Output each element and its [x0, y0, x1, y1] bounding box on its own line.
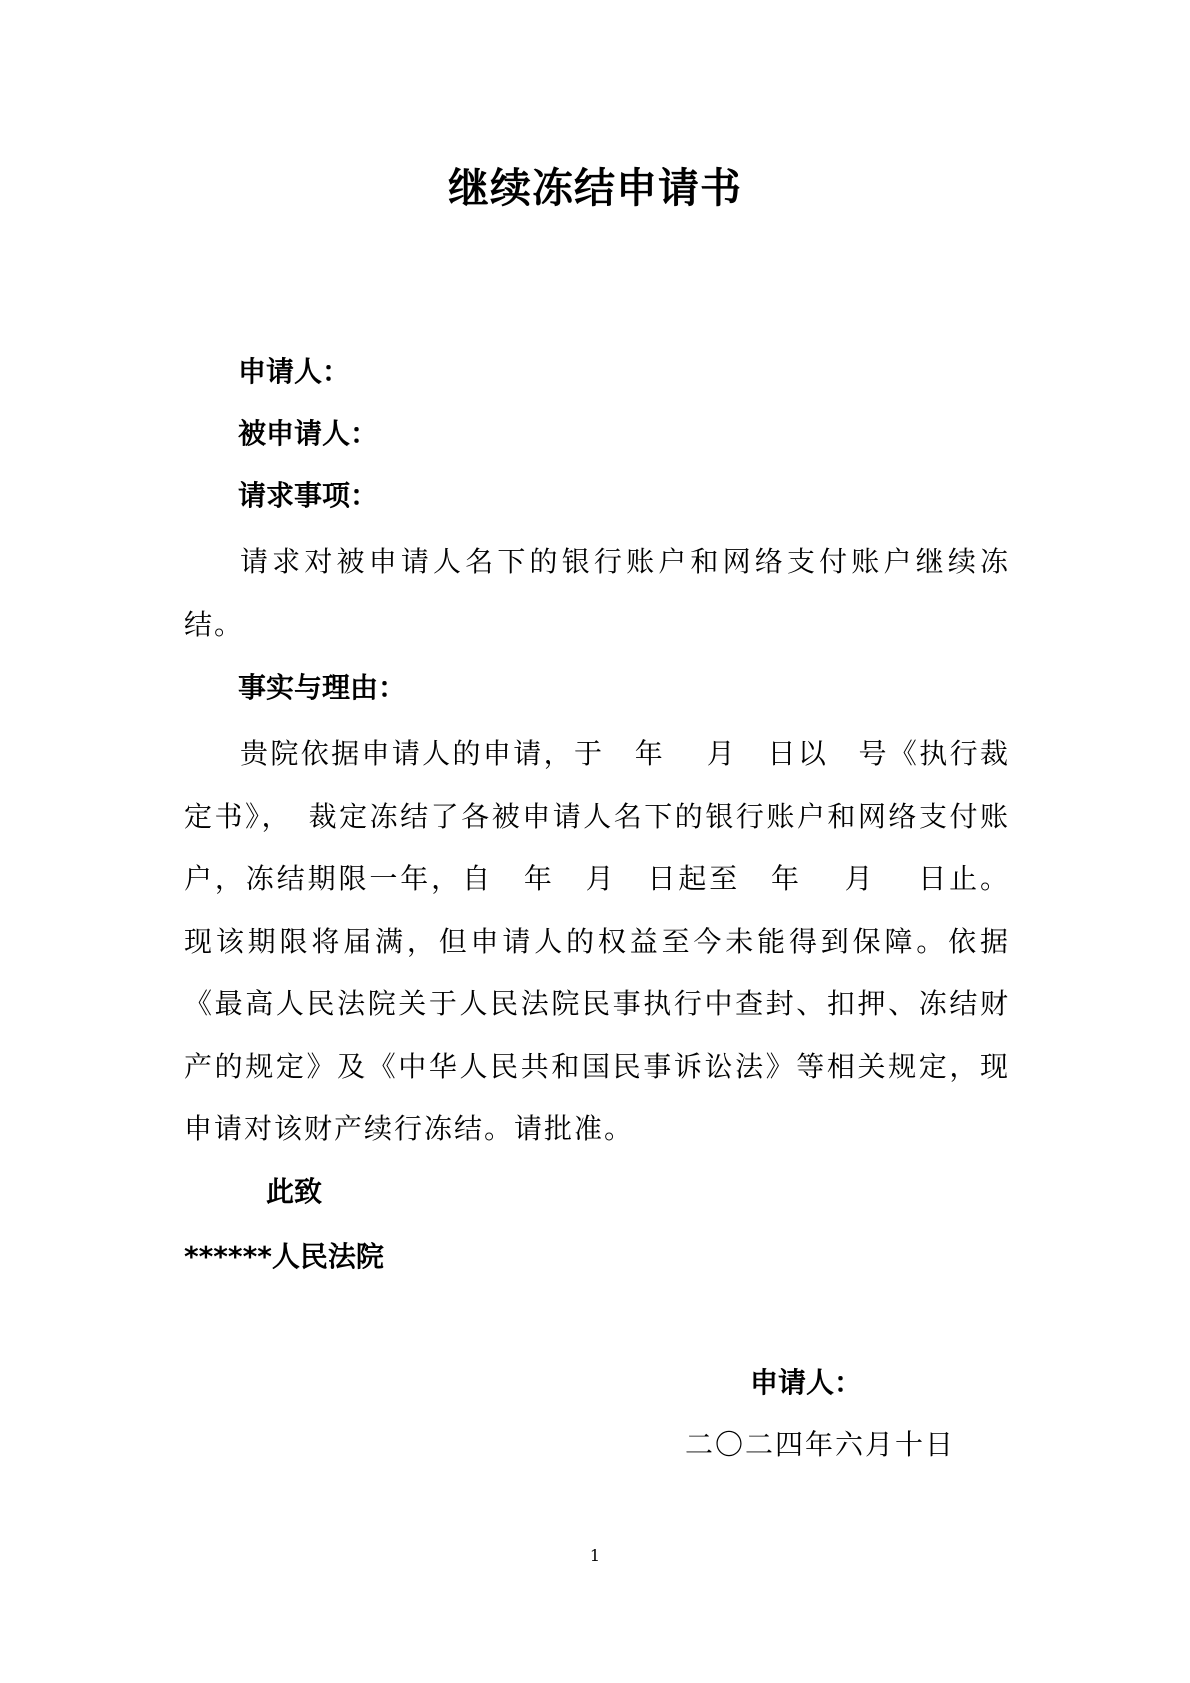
applicant-label: 申请人： [238, 355, 351, 388]
facts-heading: 事实与理由： [238, 671, 407, 704]
claims-heading: 请求事项： [238, 479, 379, 512]
court-name: ******人民法院 [184, 1240, 384, 1273]
page-number: 1 [589, 1546, 601, 1565]
facts-paragraph: 贵院依据申请人的申请，于 年 月 日以 号《执行裁定书》， 裁定冻结了各被申请人名下的银行账户和网络支付账户，冻结期限一年，自 年 月 日起至 年 月 日止。现该期限将届满，但申请人的权益至今未能得到保障。依据《最高人民法院关于人民法院民事执行中查封、扣押、冻结财产的规定》及《中华人民共和国民事诉讼法》等相关规定，现申请对该财产续行冻结。请批准。 [184, 737, 1010, 1145]
signature-date: 二〇二四年六月十日 [685, 1428, 956, 1461]
salutation: 此致 [266, 1175, 323, 1208]
claims-paragraph: 请求对被申请人名下的银行账户和网络支付账户继续冻结。 [184, 545, 1010, 641]
respondent-label: 被申请人： [238, 417, 379, 450]
document-title: 继续冻结申请书 [448, 164, 742, 212]
signature-label: 申请人： [750, 1366, 863, 1399]
